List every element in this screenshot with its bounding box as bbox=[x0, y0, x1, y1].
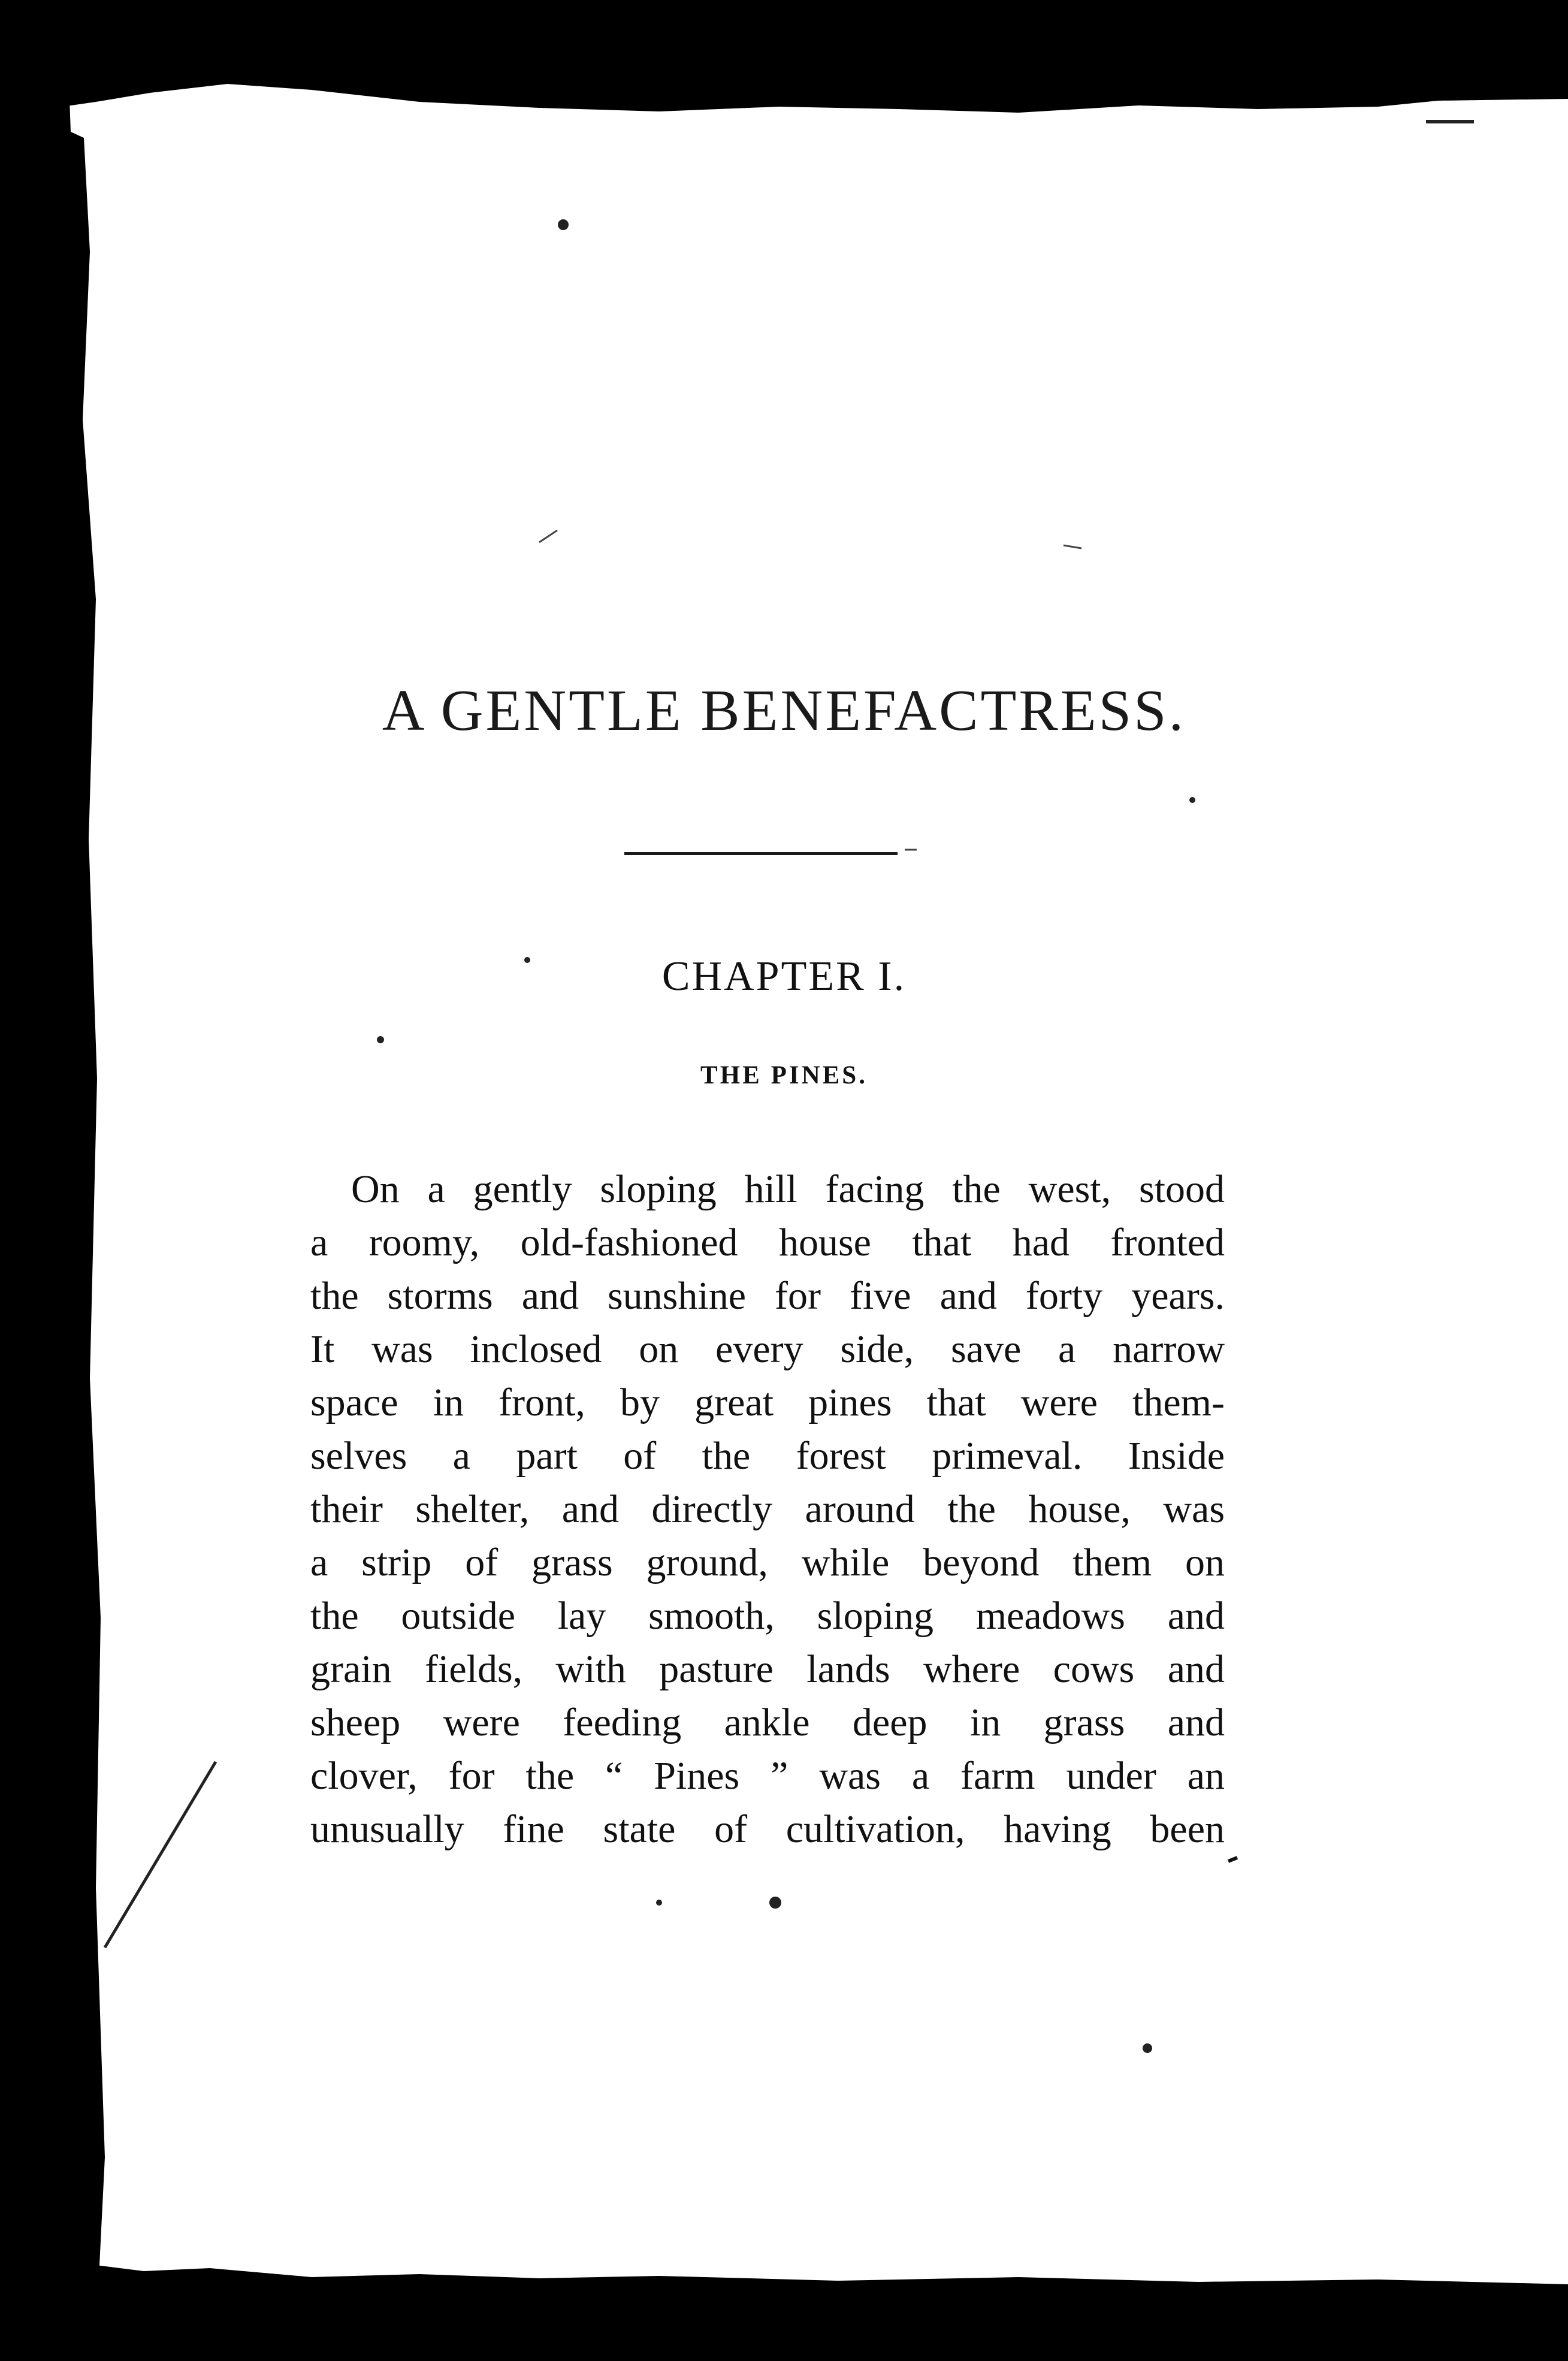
body-line-10: grain fields, with pasture lands where cows and bbox=[310, 1647, 1225, 1691]
scratch-3 bbox=[1064, 545, 1081, 548]
top-scan-edge bbox=[0, 0, 1568, 114]
body-line-1: On a gently sloping hill facing the west, stood bbox=[351, 1167, 1225, 1211]
body-line-12: clover, for the “ Pines ” was a farm under an bbox=[310, 1754, 1225, 1798]
body-line-3: the storms and sunshine for five and forty years. bbox=[310, 1274, 1225, 1318]
speck-6 bbox=[769, 1897, 781, 1909]
speck-5 bbox=[1143, 2043, 1152, 2053]
body-line-6: selves a part of the forest primeval. Inside bbox=[310, 1434, 1225, 1478]
speck-3 bbox=[377, 1036, 384, 1043]
scratch-2 bbox=[539, 530, 557, 542]
body-line-4: It was inclosed on every side, save a narrow bbox=[310, 1327, 1225, 1371]
chapter-heading: CHAPTER I. bbox=[661, 953, 907, 1000]
chapter-subtitle: THE PINES. bbox=[700, 1061, 868, 1089]
scratch-1 bbox=[105, 1762, 216, 1948]
speck-2 bbox=[1189, 797, 1195, 803]
body-line-2: a roomy, old-fashioned house that had fronted bbox=[310, 1221, 1225, 1264]
speck-7 bbox=[656, 1900, 662, 1906]
scratch-5 bbox=[1228, 1858, 1237, 1861]
body-line-7: their shelter, and directly around the house, was bbox=[310, 1487, 1225, 1531]
title-divider-rule bbox=[624, 852, 898, 855]
chapter-body-text bbox=[310, 1163, 1225, 1856]
speck-1 bbox=[558, 219, 569, 230]
body-line-5: space in front, by great pines that were them- bbox=[310, 1381, 1225, 1424]
body-line-13: unusually fine state of cultivation, having been bbox=[310, 1807, 1225, 1851]
bottom-scan-edge bbox=[0, 2259, 1568, 2361]
book-title: A GENTLE BENEFACTRESS. bbox=[382, 678, 1186, 743]
body-line-11: sheep were feeding ankle deep in grass and bbox=[310, 1701, 1225, 1744]
top-right-mark bbox=[1426, 120, 1474, 123]
body-line-8: a strip of grass ground, while beyond them on bbox=[310, 1541, 1225, 1584]
body-line-9: the outside lay smooth, sloping meadows and bbox=[310, 1594, 1225, 1638]
left-scan-edge bbox=[0, 0, 105, 2361]
